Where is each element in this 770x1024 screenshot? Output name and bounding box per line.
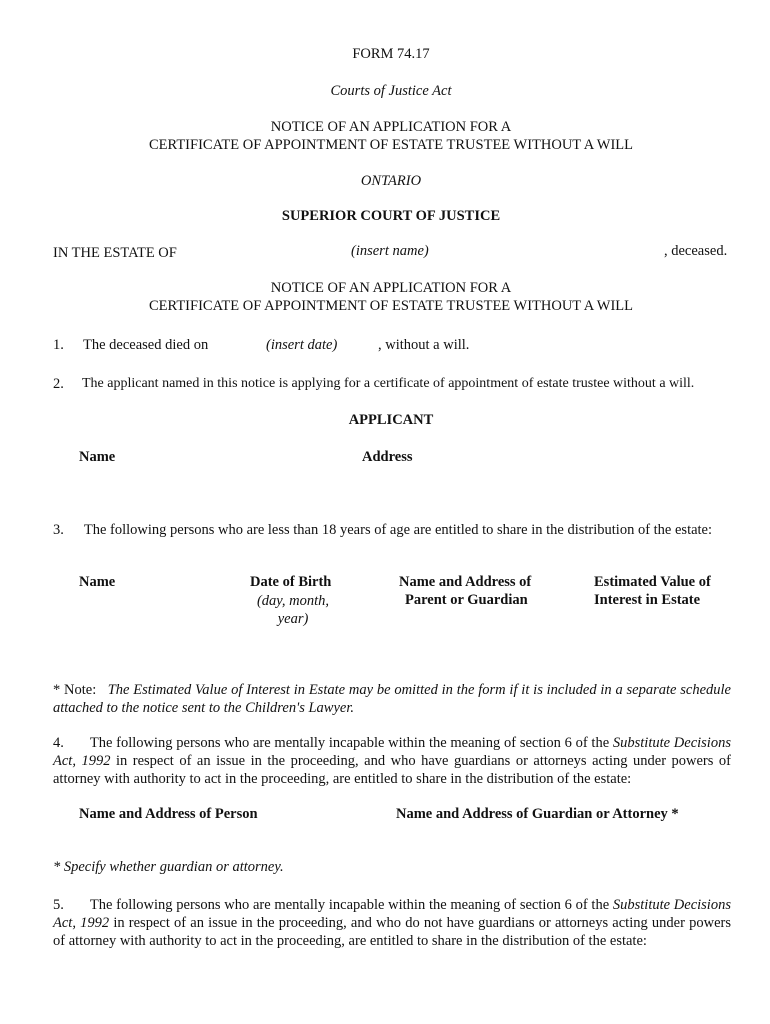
notice-title-line-1: NOTICE OF AN APPLICATION FOR A xyxy=(270,119,512,135)
minors-value-header-line-2: Interest in Estate xyxy=(594,592,701,608)
item-4-text-after: in respect of an issue in the proceeding, and who have guardians or attorneys acting under powers of attorney with authority to act in the proceeding, are entitled to share in the distribution of the estate: xyxy=(53,753,731,787)
applicant-name-header: Name xyxy=(79,449,116,465)
item-4-number: 4. xyxy=(53,735,64,751)
item-2-text: The applicant named in this notice is applying for a certificate of appointment of estate trustee without a will. xyxy=(82,376,695,391)
item-1-suffix: , without a will. xyxy=(378,337,470,353)
notice-subtitle-line-1: NOTICE OF AN APPLICATION FOR A xyxy=(270,280,512,296)
guardian-header: Name and Address of Guardian or Attorney * xyxy=(396,806,679,822)
item-5-number: 5. xyxy=(53,897,64,913)
item-5-text-after: in respect of an issue in the proceeding, and who do not have guardians or attorneys acting under powers of attorney with authority to act in the proceeding, are entitled to share in the distribution of the estate: xyxy=(53,915,731,949)
statute-name: Courts of Justice Act xyxy=(330,83,452,99)
deceased-suffix: , deceased. xyxy=(664,243,728,259)
insert-name-placeholder: (insert name) xyxy=(351,243,429,259)
applicant-heading: APPLICANT xyxy=(348,412,434,428)
minors-name-header: Name xyxy=(79,574,116,590)
minors-parent-header-line-1: Name and Address of xyxy=(399,574,532,590)
insert-date-placeholder: (insert date) xyxy=(266,337,338,353)
item-1-number: 1. xyxy=(53,337,64,353)
item-3-number: 3. xyxy=(53,522,64,538)
item-2-number: 2. xyxy=(53,376,64,392)
note-text: The Estimated Value of Interest in Estate may be omitted in the form if it is included in a separate schedule attached to the notice sent to the Children's Lawyer. xyxy=(53,682,731,716)
note-label: * Note: xyxy=(53,682,97,698)
minors-dob-header: Date of Birth xyxy=(250,574,332,590)
notice-subtitle-line-2: CERTIFICATE OF APPOINTMENT OF ESTATE TRUSTEE WITHOUT A WILL xyxy=(148,298,633,314)
court-name: SUPERIOR COURT OF JUSTICE xyxy=(281,208,501,224)
item-5-act-name: Substitute Decisions Act, 1992 xyxy=(53,897,731,931)
item-4-paragraph xyxy=(53,734,731,788)
minors-dob-note: (day, month, year) xyxy=(256,593,330,627)
form-number: FORM 74.17 xyxy=(352,46,430,62)
minors-parent-header-line-2: Parent or Guardian xyxy=(405,592,528,608)
notice-title-line-2: CERTIFICATE OF APPOINTMENT OF ESTATE TRUSTEE WITHOUT A WILL xyxy=(148,137,633,153)
minors-value-header-line-1: Estimated Value of xyxy=(594,574,711,590)
person-header: Name and Address of Person xyxy=(79,806,258,822)
item-3-paragraph xyxy=(53,521,731,539)
item-5-paragraph xyxy=(53,896,731,950)
note-paragraph xyxy=(53,681,731,717)
specify-note: * Specify whether guardian or attorney. xyxy=(53,859,284,875)
item-3-text: The following persons who are less than 18 years of age are entitled to share in the distribution of the estate: xyxy=(83,522,713,538)
item-5-text-before: The following persons who are mentally incapable within the meaning of section 6 of the xyxy=(89,897,610,913)
estate-of-label: IN THE ESTATE OF xyxy=(53,245,177,261)
item-4-text-before: The following persons who are mentally incapable within the meaning of section 6 of the xyxy=(89,735,610,751)
item-4-act-name: Substitute Decisions Act, 1992 xyxy=(53,735,731,769)
province: ONTARIO xyxy=(360,173,422,189)
applicant-address-header: Address xyxy=(362,449,413,465)
item-1-text: The deceased died on xyxy=(83,337,209,353)
